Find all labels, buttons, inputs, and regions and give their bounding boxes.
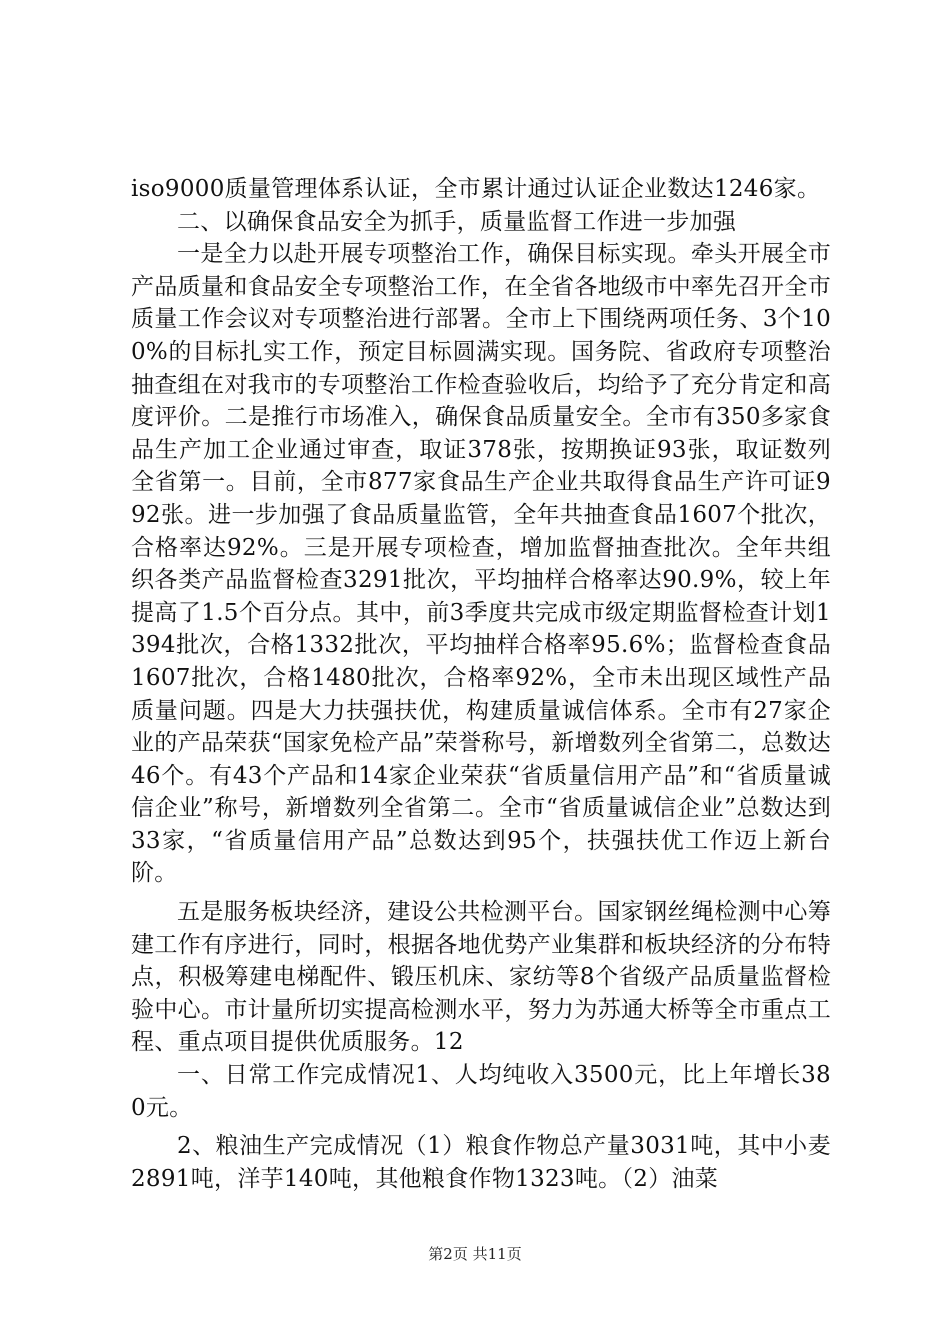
paragraph-testing-platform: 五是服务板块经济，建设公共检测平台。国家钢丝绳检测中心筹建工作有序进行，同时，根据各地优势产业集群和板块经济的分布特点，积极筹建电梯配件、锻压机床、家纺等8个省级产品质量监督检验中心。市计量所切实提高检测水平，努力为苏通大桥等全市重点工程、重点项目提供优质服务。12 [131, 899, 831, 1056]
document-body [131, 173, 831, 1195]
paragraph-daily-work: 一、日常工作完成情况1、人均纯收入3500元，比上年增长380元。 [131, 1062, 831, 1121]
page-number-footer: 第2页 共11页 [428, 1245, 522, 1263]
section-heading-food-safety: 二、以确保食品安全为抓手，质量监督工作进一步加强 [177, 208, 737, 235]
paragraph-special-rectification: 一是全力以赴开展专项整治工作，确保目标实现。牵头开展全市产品质量和食品安全专项整治工作，在全省各地级市中率先召开全市质量工作会议对专项整治进行部署。全市上下围绕两项任务、3个100%的目标扎实工作，预定目标圆满实现。国务院、省政府专项整治抽查组在对我市的专项整治工作检查验收后，均给予了充分肯定和高度评价。二是推行市场准入，确保食品质量安全。全市有350多家食品生产加工企业通过审查，取证378张，按期换证93张，取证数列全省第一。目前，全市877家食品生产企业共取得食品生产许可证992张。进一步加强了食品质量监管，全年共抽查食品1607个批次，合格率达92%。三是开展专项检查，增加监督抽查批次。全年共组织各类产品监督检查3291批次，平均抽样合格率达90.9%，较上年提高了1.5个百分点。其中，前3季度共完成市级定期监督检查计划1394批次，合格1332批次，平均抽样合格率95.6%；监督检查食品1607批次，合格1480批次，合格率92%，全市未出现区域性产品质量问题。四是大力扶强扶优，构建质量诚信体系。全市有27家企业的产品荣获“国家免检产品”荣誉称号，新增数列全省第二，总数达46个。有43个产品和14家企业荣获“省质量信用产品”和“省质量诚信企业”称号，新增数列全省第二。全市“省质量诚信企业”总数达到33家，“省质量信用产品”总数达到95个，扶强扶优工作迈上新台阶。 [131, 241, 831, 887]
paragraph-certification: iso9000质量管理体系认证，全市累计通过认证企业数达1246家。 [131, 176, 821, 202]
paragraph-grain-oil-production: 2、粮油生产完成情况（1）粮食作物总产量3031吨，其中小麦2891吨，洋芋140吨，其他粮食作物1323吨。（2）油菜 [131, 1133, 831, 1192]
